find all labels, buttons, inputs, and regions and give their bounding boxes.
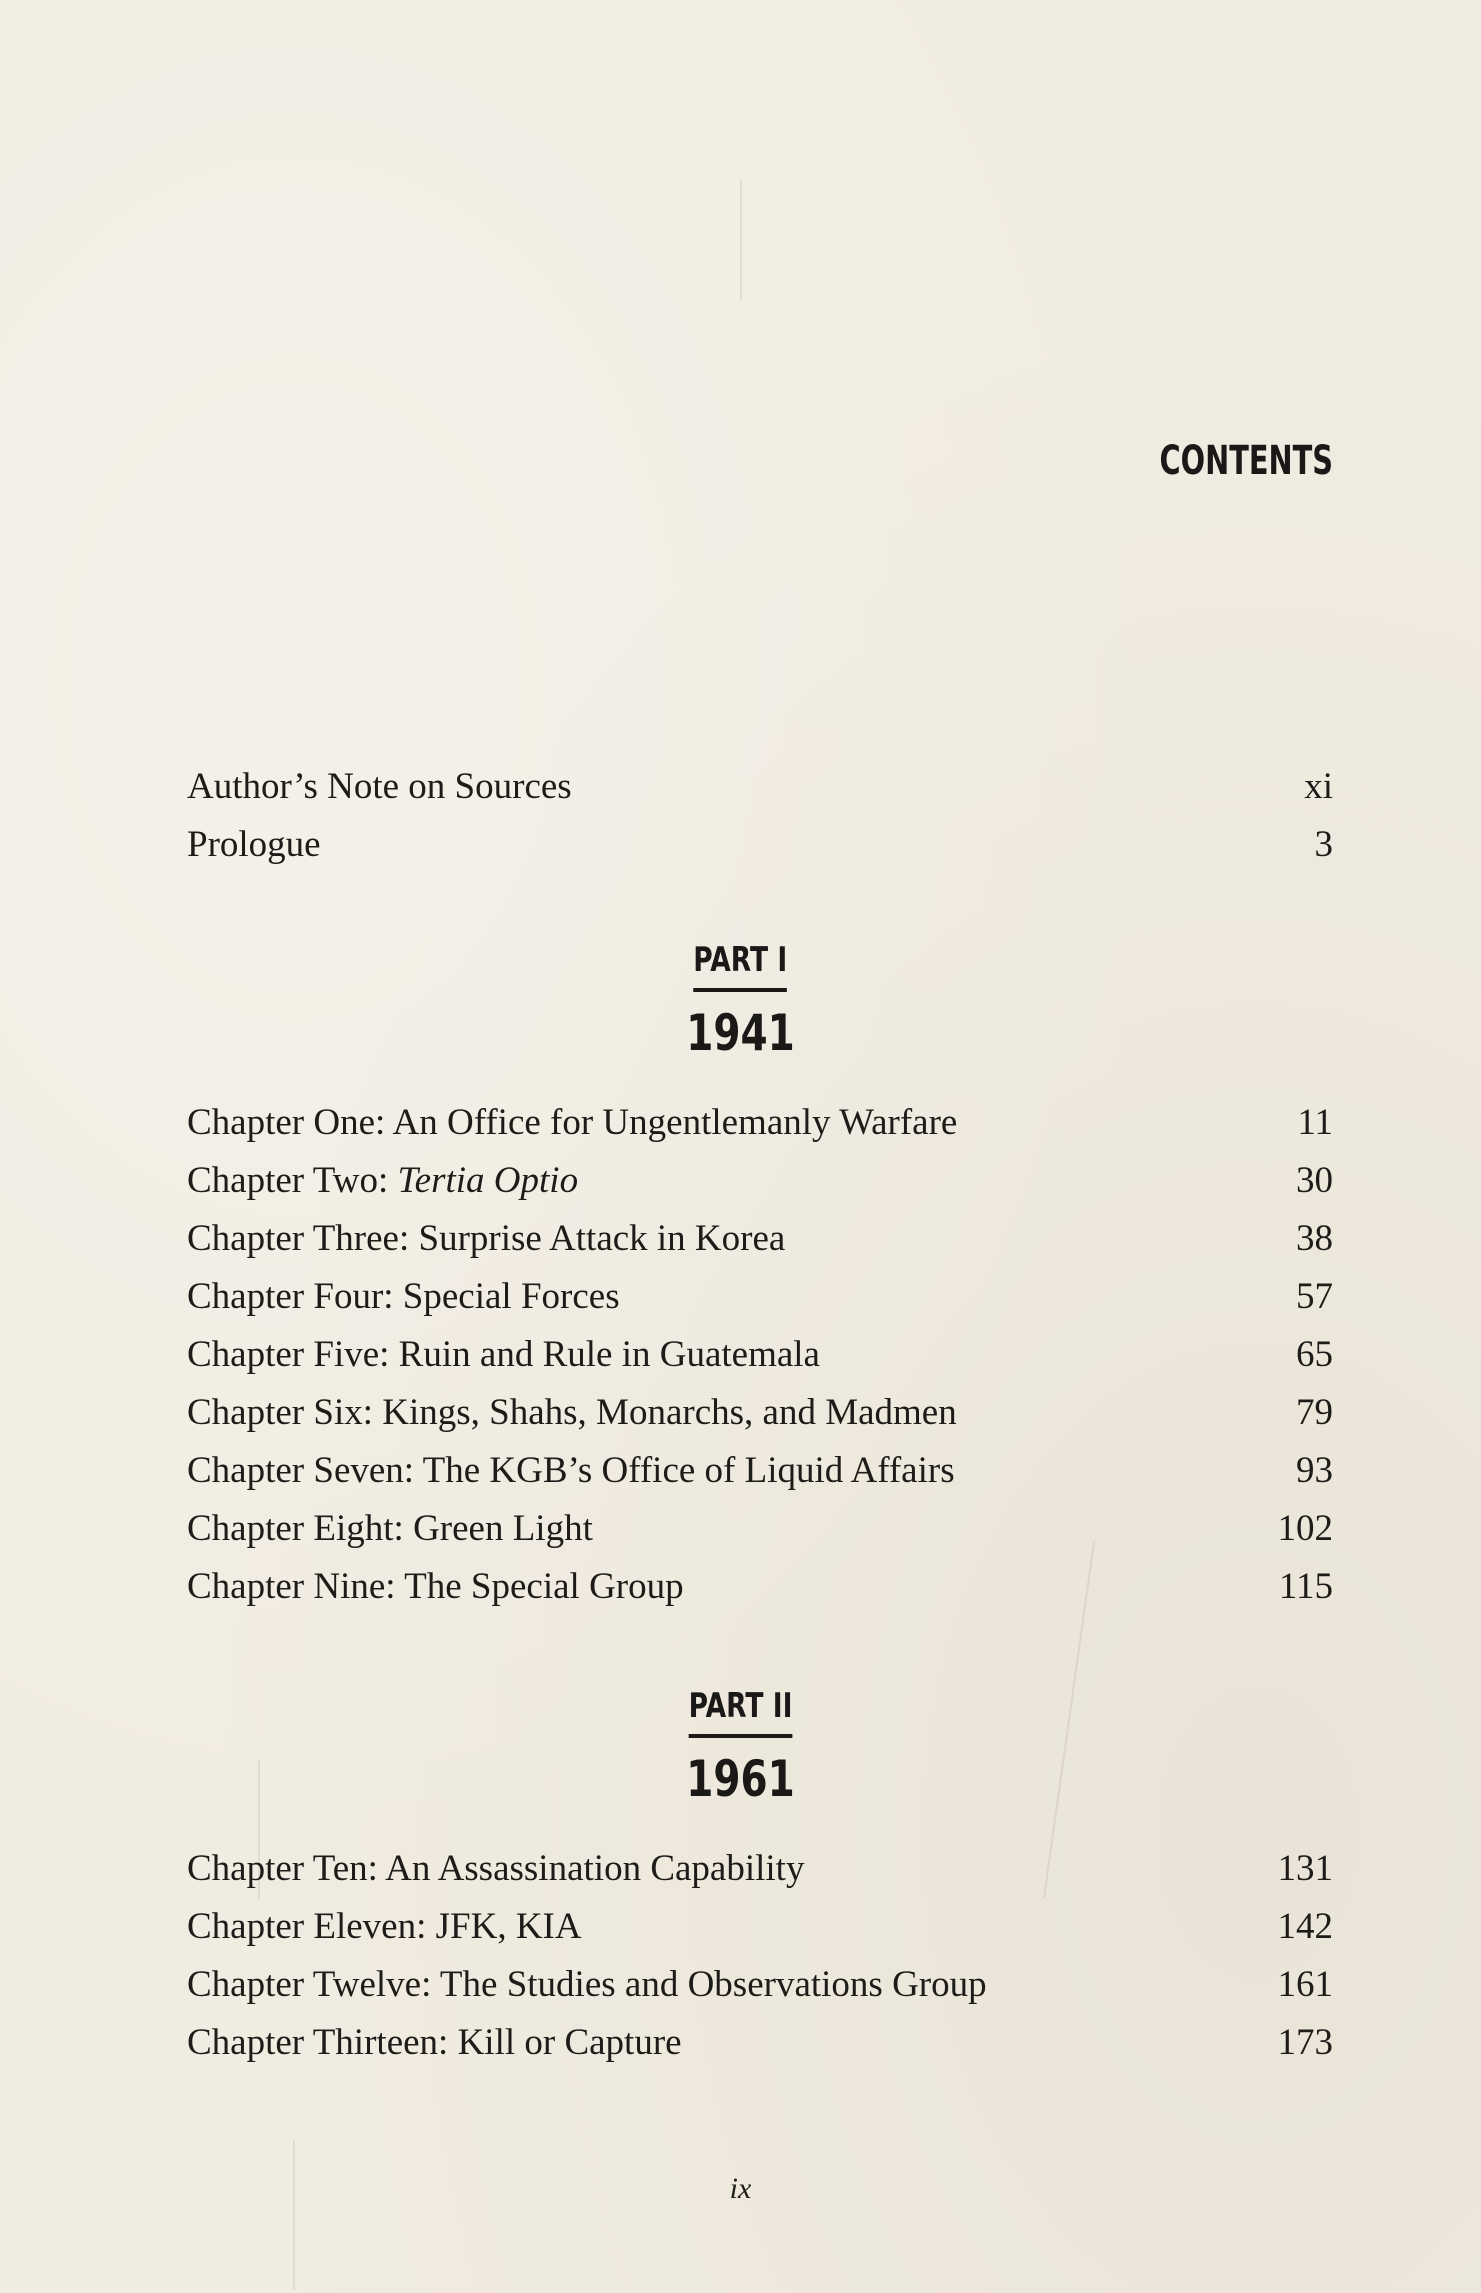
toc-entry-title: Chapter Four: Special Forces xyxy=(187,1276,620,1317)
contents-heading: CONTENTS xyxy=(1159,438,1333,484)
toc-entry-title-prefix: Chapter Two: xyxy=(187,1160,398,1201)
toc-entry-chapter-eight[interactable] xyxy=(187,1500,1333,1558)
toc-entry-chapter-thirteen[interactable] xyxy=(187,2014,1333,2072)
toc-entry-title: Chapter One: An Office for Ungentlemanly Warfare xyxy=(187,1102,958,1143)
part-label: PART II xyxy=(689,1686,793,1738)
toc-entry-page: 79 xyxy=(1296,1392,1333,1433)
page-number: ix xyxy=(729,2172,752,2205)
toc-entry-prologue[interactable] xyxy=(187,816,1333,874)
toc-entry-page: 57 xyxy=(1296,1276,1333,1317)
toc-entry-title-italic: Tertia Optio xyxy=(397,1160,579,1201)
scan-artifact xyxy=(293,2140,295,2290)
toc-entry-title: Chapter Eight: Green Light xyxy=(187,1508,593,1549)
toc-entry-chapter-ten[interactable] xyxy=(187,1840,1333,1898)
toc-entry-chapter-six[interactable] xyxy=(187,1384,1333,1442)
toc-entry-chapter-three[interactable] xyxy=(187,1210,1333,1268)
toc-entry-page: 161 xyxy=(1277,1964,1333,2005)
toc-entry-page: 11 xyxy=(1297,1102,1333,1143)
toc-entry-title: Chapter Seven: The KGB’s Office of Liquid Affairs xyxy=(187,1450,955,1491)
toc-entry-chapter-four[interactable] xyxy=(187,1268,1333,1326)
toc-entry-chapter-five[interactable] xyxy=(187,1326,1333,1384)
toc-entry-page: 65 xyxy=(1296,1334,1333,1375)
toc-entry-title xyxy=(187,1152,578,1210)
toc-entry-page: 38 xyxy=(1296,1218,1333,1259)
front-matter-list xyxy=(187,758,1333,874)
toc-entry-chapter-eleven[interactable] xyxy=(187,1898,1333,1956)
part-one-chapter-list xyxy=(187,1094,1333,1616)
toc-entry-title: Author’s Note on Sources xyxy=(187,766,572,807)
toc-entry-chapter-twelve[interactable] xyxy=(187,1956,1333,2014)
toc-entry-title: Chapter Nine: The Special Group xyxy=(187,1566,684,1607)
toc-entry-page: 93 xyxy=(1296,1450,1333,1491)
toc-entry-chapter-one[interactable] xyxy=(187,1094,1333,1152)
toc-entry-page: 131 xyxy=(1277,1848,1333,1889)
toc-entry-page: 3 xyxy=(1314,824,1333,865)
toc-entry-title: Chapter Ten: An Assassination Capability xyxy=(187,1848,805,1889)
toc-entry-title: Prologue xyxy=(187,824,321,865)
part-two-chapter-list xyxy=(187,1840,1333,2072)
scan-artifact xyxy=(740,180,742,300)
toc-entry-page: 142 xyxy=(1277,1906,1333,1947)
part-label: PART I xyxy=(694,940,788,992)
toc-entry-title: Chapter Six: Kings, Shahs, Monarchs, and Madmen xyxy=(187,1392,957,1433)
part-year: 1961 xyxy=(686,1750,795,1808)
toc-entry-page: 102 xyxy=(1277,1508,1333,1549)
toc-entry-authors-note[interactable] xyxy=(187,758,1333,816)
toc-entry-title: Chapter Twelve: The Studies and Observations Group xyxy=(187,1964,987,2005)
toc-entry-chapter-nine[interactable] xyxy=(187,1558,1333,1616)
part-one-header xyxy=(0,940,1481,1062)
toc-entry-page: 115 xyxy=(1278,1566,1333,1607)
toc-entry-title: Chapter Five: Ruin and Rule in Guatemala xyxy=(187,1334,820,1375)
toc-entry-title: Chapter Three: Surprise Attack in Korea xyxy=(187,1218,786,1259)
toc-entry-page: 173 xyxy=(1277,2022,1333,2063)
toc-entry-chapter-two[interactable] xyxy=(187,1152,1333,1210)
toc-entry-title: Chapter Eleven: JFK, KIA xyxy=(187,1906,582,1947)
part-year: 1941 xyxy=(686,1004,795,1062)
toc-entry-title: Chapter Thirteen: Kill or Capture xyxy=(187,2022,682,2063)
toc-entry-page: xi xyxy=(1304,766,1333,807)
part-two-header xyxy=(0,1686,1481,1808)
toc-entry-chapter-seven[interactable] xyxy=(187,1442,1333,1500)
toc-entry-page: 30 xyxy=(1296,1160,1333,1201)
